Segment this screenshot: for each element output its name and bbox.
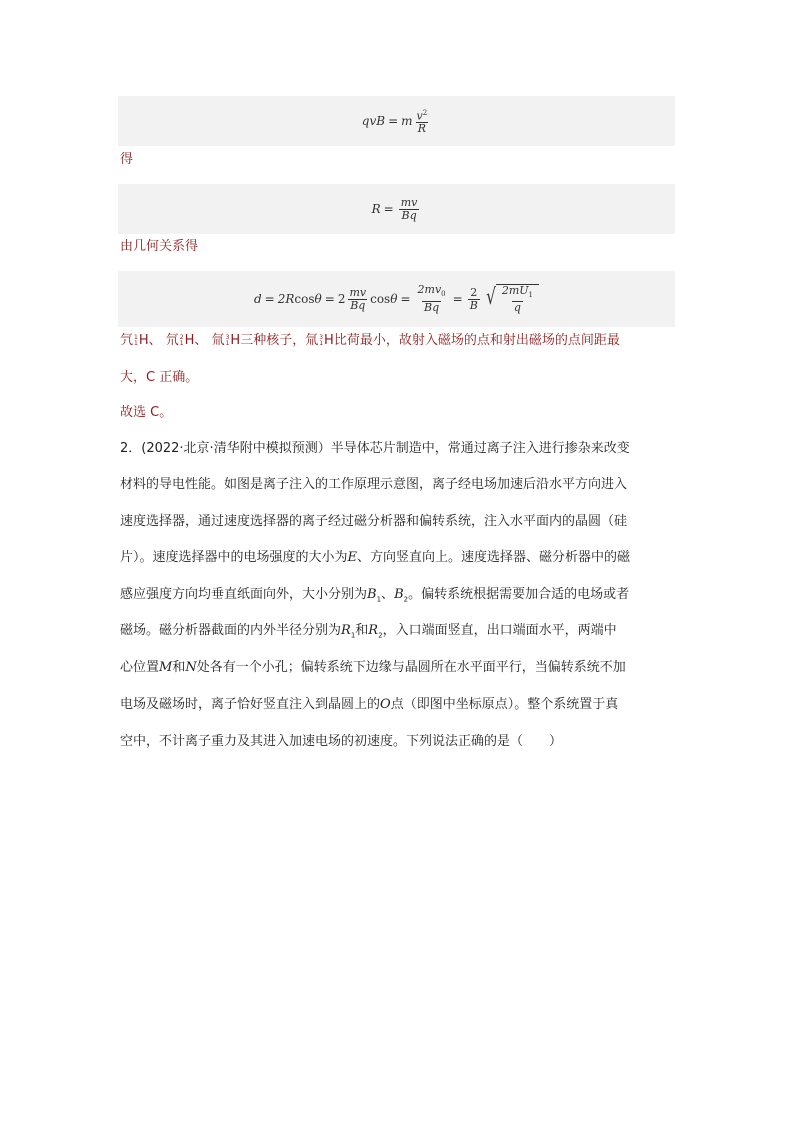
equation-lorentz-centripetal [362, 107, 431, 136]
q2-line-7: 心位置M和N处各有一个小孔；偏转系统下边缘与晶圆所在水平面平行，当偏转系统不加 [120, 660, 626, 675]
numerator: mv [400, 195, 418, 209]
text-isotopes: 氕 1 1 H、 氘 2 1 H、 氚 3 1 H三种核子，氚 3 1 H比荷最小，故射入磁场的点和射出磁场的点间距最 [120, 333, 620, 348]
equation-distance: d = 2R cos θ = 2 $\frac{mv}{Bq}$ cos θ = $\frac{2mv_0}{Bq}$ = $\frac{2}{B}$ √ $\frac{2mU_1}{q}$ [254, 284, 539, 314]
fraction-2-over-b: $\frac{2}{B}$ [469, 285, 478, 312]
fraction-mv-bq: $\frac{mv}{Bq}$ [349, 285, 367, 312]
formula-radius [118, 184, 675, 234]
denominator-r: R [417, 122, 426, 136]
q2-line-1: 2．(2022·北京·清华附中模拟预测）半导体芯片制造中，常通过离子注入进行掺杂来改变 [120, 441, 630, 456]
q2-line-6: 磁场。磁分析器截面的内外半径分别为$R_1$和$R_2$，入口端面竖直，出口端面水平，两端中 [120, 623, 617, 640]
isotope-h3-numbers: 3 1 [225, 333, 230, 347]
isotope-h1-numbers: 1 1 [134, 333, 138, 347]
mass-symbol: m [401, 114, 413, 128]
equals: = [383, 202, 394, 216]
equation-radius [372, 197, 422, 222]
lhs: qvB [361, 114, 386, 128]
q2-line-5: 感应强度方向均垂直纸面向外，大小分别为$B_1$、$B_2$。偏转系统根据需要加合适的电场或者 [120, 587, 630, 604]
fraction-2mv0-bq: $\frac{2mv_0}{Bq}$ [417, 283, 446, 314]
isotope-h2-numbers: 2 1 [179, 333, 184, 347]
fraction-2mu1-over-q: $\frac{2mU_1}{q}$ [501, 283, 533, 315]
q2-line-2: 材料的导电性能。如图是离子注入的工作原理示意图，离子经电场加速后沿水平方向进入 [120, 477, 628, 492]
formula-distance [118, 271, 675, 327]
fraction-mv-over-bq [399, 197, 420, 222]
lhs: R [371, 202, 381, 216]
q2-line-9: 空中，不计离子重力及其进入加速电场的初速度。下列说法正确的是（ ） [120, 734, 563, 749]
text-conclusion: 大，C 正确。 [120, 370, 199, 385]
fraction-v2-over-r [415, 107, 430, 136]
exponent: 2 [422, 108, 428, 117]
q2-line-8: 电场及磁场时，离子恰好竖直注入到晶圆上的O点（即图中坐标原点）。整个系统置于真 [120, 697, 619, 712]
isotope-h3-numbers-2: 3 1 [319, 333, 324, 347]
q2-line-4: 片）。速度选择器中的电场强度的大小为E、方向竖直向上。速度选择器、磁分析器中的磁 [120, 550, 631, 565]
numerator-v: v [416, 109, 423, 123]
text-de: 得 [120, 152, 134, 167]
denominator: Bq [401, 208, 417, 222]
formula-qvb [118, 96, 675, 146]
square-root [484, 284, 539, 314]
radical-sign: √ [485, 284, 496, 310]
equals: = [388, 114, 399, 128]
q2-line-3: 速度选择器，通过速度选择器的离子经过磁分析器和偏转系统，注入水平面内的晶圆（硅 [120, 514, 628, 529]
text-geometry: 由几何关系得 [120, 239, 199, 254]
text-answer: 故选 C。 [120, 405, 173, 420]
